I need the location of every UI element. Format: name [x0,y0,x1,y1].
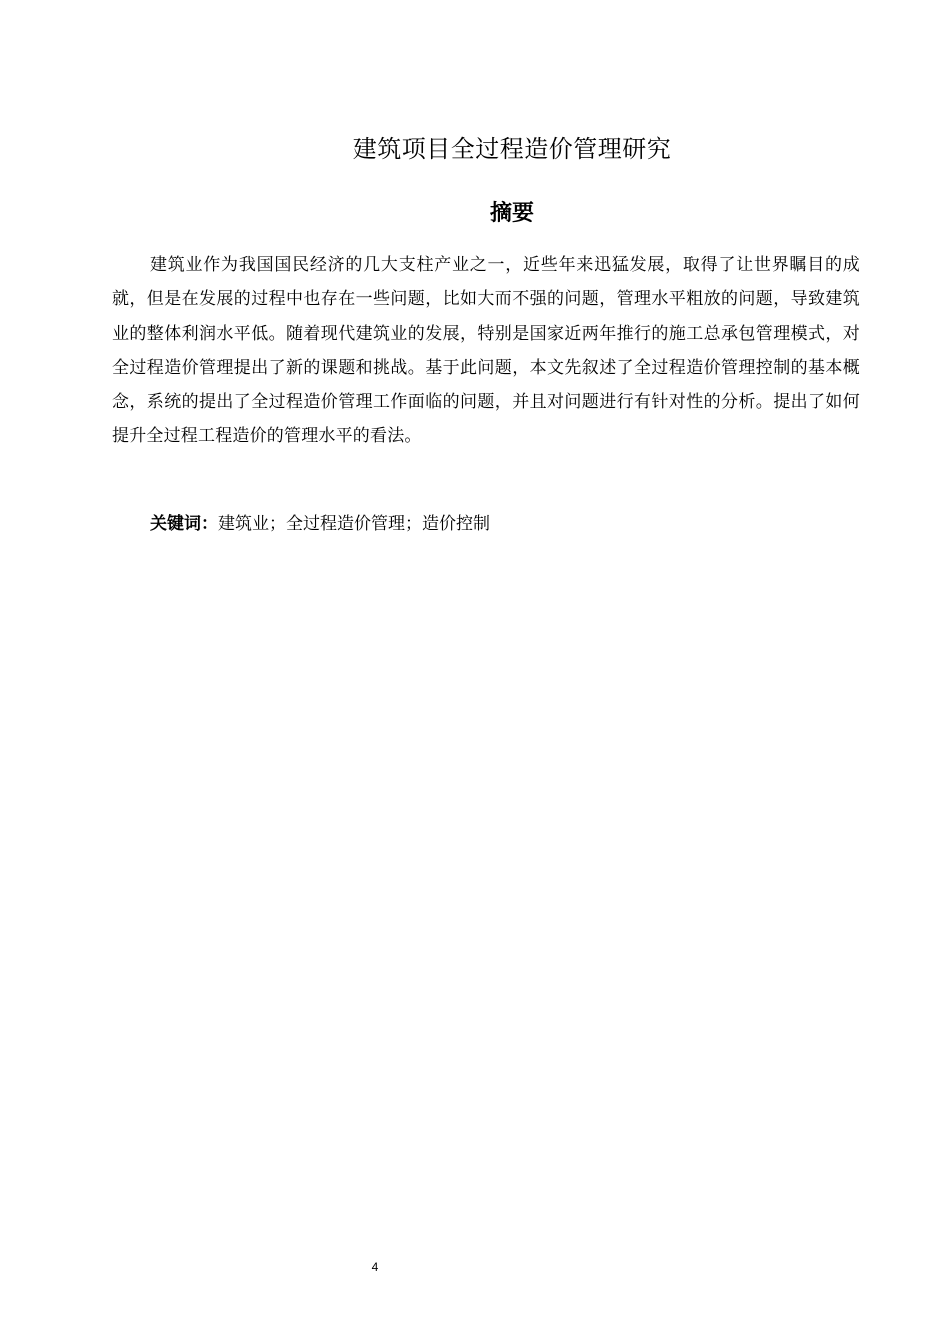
abstract-body: 建筑业作为我国国民经济的几大支柱产业之一，近些年来迅猛发展，取得了让世界瞩目的成就，但是在发展的过程中也存在一些问题，比如大而不强的问题，管理水平粗放的问题，导致建筑业的整体利润水平低。随着现代建筑业的发展，特别是国家近两年推行的施工总承包管理模式，对全过程造价管理提出了新的课题和挑战。基于此问题，本文先叙述了全过程造价管理控制的基本概念，系统的提出了全过程造价管理工作面临的问题，并且对问题进行有针对性的分析。提出了如何提升全过程工程造价的管理水平的看法。 [112,255,860,447]
page-number: 4 [371,1260,379,1274]
abstract-heading: 摘要 [489,201,534,226]
document-title: 建筑项目全过程造价管理研究 [352,135,672,163]
keywords-text: 建筑业；全过程造价管理；造价控制 [218,514,490,534]
keywords-label: 关键词： [150,514,218,534]
keywords-line [150,507,860,541]
